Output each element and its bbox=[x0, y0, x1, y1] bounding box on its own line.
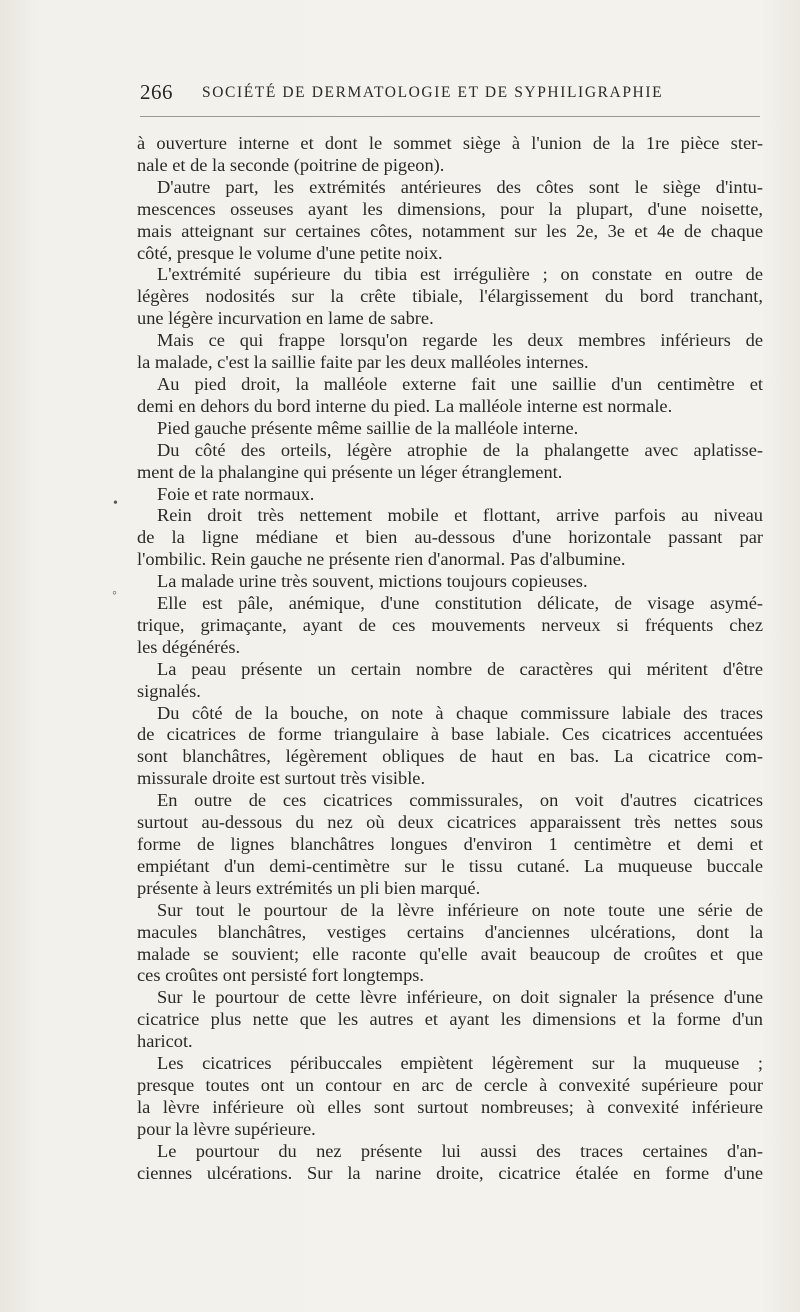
text-line: Foie et rate normaux. bbox=[157, 483, 315, 504]
text-line: mescences osseuses ayant les dimensions, pour la plupart, d'une noisette, bbox=[137, 198, 763, 219]
page-number: 266 bbox=[140, 80, 173, 104]
text-line: surtout au-dessous du nez où deux cicatrices apparaissent très nettes sous bbox=[137, 812, 763, 833]
text-line: Pied gauche présente même saillie de la malléole interne. bbox=[157, 417, 579, 438]
text-line: Du côté de la bouche, on note à chaque commissure labiale des traces bbox=[157, 702, 763, 723]
text-line: cicatrice plus nette que les autres et ayant les dimensions et la forme d'un bbox=[137, 1009, 763, 1030]
text-line: la malade, c'est la saillie faite par les deux malléoles internes. bbox=[137, 352, 589, 373]
text-line: légères nodosités sur la crête tibiale, l'élargissement du bord tranchant, bbox=[137, 286, 763, 307]
text-line: Rein droit très nettement mobile et flottant, arrive parfois au niveau bbox=[157, 505, 763, 526]
text-line: de la ligne médiane et bien au-dessous d'une horizontale passant par bbox=[137, 527, 763, 548]
running-title: SOCIÉTÉ DE DERMATOLOGIE ET DE SYPHILIGRAPHIE bbox=[202, 84, 664, 101]
margin-tick: ◦ bbox=[112, 586, 117, 601]
text-line: Sur le pourtour de cette lèvre inférieure, on doit signaler la présence d'une bbox=[157, 987, 763, 1008]
text-line: à ouverture interne et dont le sommet siège à l'union de la 1re pièce ster- bbox=[137, 133, 763, 153]
text-line: présente à leurs extrémités un pli bien marqué. bbox=[137, 877, 481, 898]
text-line: ces croûtes ont persisté fort longtemps. bbox=[137, 965, 425, 986]
text-line: pour la lèvre supérieure. bbox=[137, 1118, 316, 1139]
text-line: Elle est pâle, anémique, d'une constitution délicate, de visage asymé- bbox=[157, 593, 763, 614]
text-line: signalés. bbox=[137, 680, 201, 701]
margin-dot: • bbox=[113, 496, 118, 511]
text-line: La peau présente un certain nombre de caractères qui méritent d'être bbox=[157, 658, 763, 679]
text-line: trique, grimaçante, ayant de ces mouvements nerveux si fréquents chez bbox=[137, 614, 763, 635]
text-line: La malade urine très souvent, mictions toujours copieuses. bbox=[157, 571, 588, 592]
text-line: Mais ce qui frappe lorsqu'on regarde les deux membres inférieurs de bbox=[157, 330, 763, 351]
text-line: de cicatrices de forme triangulaire à base labiale. Ces cicatrices accentuées bbox=[137, 724, 763, 745]
text-line: Sur tout le pourtour de la lèvre inférieure on note toute une série de bbox=[157, 899, 763, 920]
text-line: ciennes ulcérations. Sur la narine droite, cicatrice étalée en forme d'une bbox=[137, 1162, 763, 1183]
text-line: forme de lignes blanchâtres longues d'environ 1 centimètre et demi et bbox=[137, 834, 763, 854]
body-text bbox=[137, 133, 763, 1185]
text-line: ment de la phalangine qui présente un léger étranglement. bbox=[137, 461, 563, 482]
text-line: mais atteignant sur certaines côtes, notamment sur les 2e, 3e et 4e de chaque bbox=[137, 220, 763, 241]
text-line: haricot. bbox=[137, 1031, 193, 1052]
text-line: empiétant d'un demi-centimètre sur le tissu cutané. La muqueuse buccale bbox=[137, 855, 763, 876]
text-line: Du côté des orteils, légère atrophie de la phalangette avec aplatisse- bbox=[157, 439, 763, 460]
text-line: une légère incurvation en lame de sabre. bbox=[137, 308, 434, 329]
text-line: sont blanchâtres, légèrement obliques de haut en bas. La cicatrice com- bbox=[137, 746, 763, 767]
text-line: D'autre part, les extrémités antérieures des côtes sont le siège d'intu- bbox=[157, 176, 763, 197]
text-line: l'ombilic. Rein gauche ne présente rien d'anormal. Pas d'albumine. bbox=[137, 549, 626, 570]
text-line: En outre de ces cicatrices commissurales, on voit d'autres cicatrices bbox=[157, 790, 763, 811]
text-line: L'extrémité supérieure du tibia est irrégulière ; on constate en outre de bbox=[157, 264, 763, 285]
text-line: missurale droite est surtout très visible. bbox=[137, 768, 426, 789]
text-line: les dégénérés. bbox=[137, 636, 241, 657]
text-line: presque toutes ont un contour en arc de cercle à convexité supérieure pour bbox=[137, 1074, 763, 1095]
text-line: la lèvre inférieure où elles sont surtout nombreuses; à convexité inférieure bbox=[137, 1096, 763, 1117]
text-line: macules blanchâtres, vestiges certains d'anciennes ulcérations, dont la bbox=[137, 921, 763, 942]
text-line: Au pied droit, la malléole externe fait une saillie d'un centimètre et bbox=[157, 373, 763, 394]
text-line: Le pourtour du nez présente lui aussi des traces certaines d'an- bbox=[157, 1140, 763, 1161]
text-line: côté, presque le volume d'une petite noix. bbox=[137, 242, 443, 263]
text-line: Les cicatrices péribuccales empiètent légèrement sur la muqueuse ; bbox=[157, 1053, 763, 1074]
text-line: malade se souvient; elle raconte qu'elle avait beaucoup de croûtes et que bbox=[137, 943, 763, 964]
header-rule bbox=[140, 116, 760, 117]
text-line: nale et de la seconde (poitrine de pigeon). bbox=[137, 154, 445, 175]
running-head bbox=[140, 80, 760, 110]
text-line: demi en dehors du bord interne du pied. La malléole interne est normale. bbox=[137, 395, 673, 416]
